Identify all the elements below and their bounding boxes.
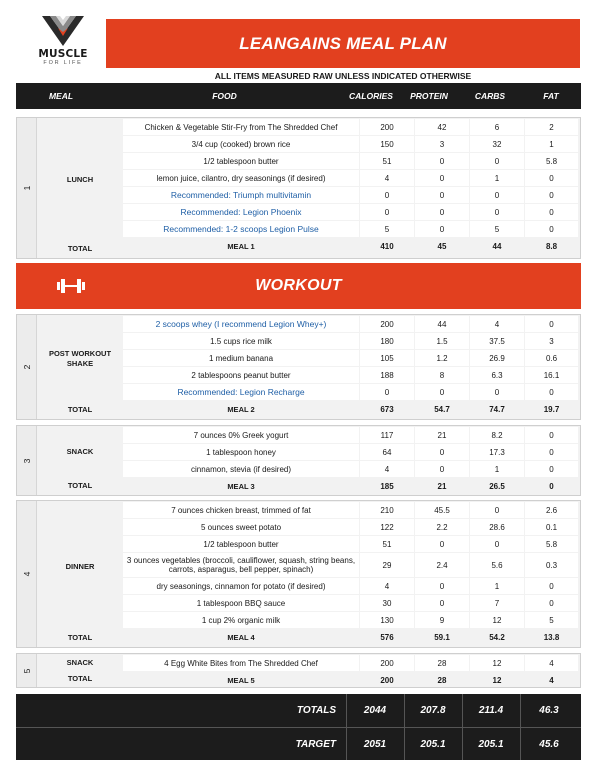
food-name: 2 tablespoons peanut butter [123,367,359,383]
food-calories: 0 [360,384,414,400]
food-carbs: 26.9 [470,350,524,366]
food-row [123,518,580,535]
col-food: FOOD [212,91,237,101]
food-calories: 117 [360,427,414,443]
food-name: dry seasonings, cinnamon for potato (if desired) [123,578,359,594]
food-row [123,594,580,611]
meal-number-text: 5 [21,668,32,673]
food-protein: 42 [415,119,469,135]
meal-block-5 [16,653,581,688]
food-row [123,135,580,152]
food-carbs: 5.6 [470,553,524,577]
food-fat: 0.6 [525,350,578,366]
totals-panel [16,694,581,760]
totals-col-divider [404,694,405,760]
food-row [123,654,580,671]
col-meal: MEAL [48,91,74,101]
food-calories: 30 [360,595,414,611]
food-fat: 0 [525,187,578,203]
food-fat: 2 [525,119,578,135]
food-row [123,169,580,186]
food-carbs: 0 [470,204,524,220]
food-carbs: 5 [470,221,524,237]
food-name: Recommended: 1-2 scoops Legion Pulse [123,221,359,237]
food-calories: 4 [360,578,414,594]
food-protein: 3 [415,136,469,152]
food-calories: 105 [360,350,414,366]
food-calories: 200 [360,316,414,332]
food-protein: 1.5 [415,333,469,349]
food-fat: 4 [525,655,578,671]
food-fat: 0 [525,461,578,477]
food-name: 1.5 cups rice milk [123,333,359,349]
totals-row [16,695,581,725]
title-banner [106,19,580,68]
target-label: TARGET [295,738,336,750]
food-fat: 1 [525,136,578,152]
food-calories: 200 [360,655,414,671]
food-fat: 2.6 [525,502,578,518]
logo-emblem-icon [40,14,86,48]
food-protein: 28 [415,655,469,671]
meal-total-calories: 576 [380,633,394,642]
meal-block-2 [16,314,581,420]
total-row [123,671,580,688]
meal-name: POST WORKOUT SHAKE [48,349,112,368]
food-fat: 0 [525,595,578,611]
food-fat: 16.1 [525,367,578,383]
food-fat: 3 [525,333,578,349]
meal-total-label: MEAL 2 [227,405,255,414]
column-header [16,83,581,109]
food-row [123,315,580,332]
meal-total-calories: 200 [380,675,394,685]
target-row [16,729,581,759]
food-carbs: 4 [470,316,524,332]
food-calories: 51 [360,536,414,552]
food-fat: 0.3 [525,553,578,577]
food-protein: 21 [415,427,469,443]
meal-total-fat: 4 [549,675,554,685]
food-calories: 150 [360,136,414,152]
total-label: TOTAL [67,481,93,490]
col-protein: PROTEIN [410,91,448,101]
totals-calories: 2044 [363,704,387,716]
meal-name: DINNER [65,562,95,571]
totals-fat: 46.3 [539,704,559,716]
total-label: TOTAL [67,244,93,253]
food-carbs: 7 [470,595,524,611]
food-name: Recommended: Legion Phoenix [123,204,359,220]
meal-total-label: MEAL 5 [227,675,255,685]
meal-total-carbs: 54.2 [489,633,505,642]
meal-total-calories: 185 [380,482,394,491]
food-carbs: 8.2 [470,427,524,443]
food-protein: 0 [415,187,469,203]
food-calories: 29 [360,553,414,577]
food-name: 7 ounces chicken breast, trimmed of fat [123,502,359,518]
logo-tagline: FOR LIFE [43,60,83,66]
meal-number [17,315,37,419]
meal-number-text: 1 [21,185,32,191]
food-name: 5 ounces sweet potato [123,519,359,535]
totals-col-divider [520,694,521,760]
target-carbs: 205.1 [478,738,504,750]
food-fat: 0 [525,384,578,400]
meal-total-label: MEAL 3 [227,482,255,491]
target-protein: 205.1 [420,738,446,750]
food-row [123,611,580,628]
meal-block-1 [16,117,581,259]
food-carbs: 1 [470,461,524,477]
food-calories: 188 [360,367,414,383]
meal-name: LUNCH [66,175,94,184]
meal-total-fat: 0 [549,482,554,491]
food-carbs: 17.3 [470,444,524,460]
food-name: lemon juice, cilantro, dry seasonings (if desired) [123,170,359,186]
food-name: 1/2 tablespoon butter [123,153,359,169]
food-fat: 0 [525,204,578,220]
food-protein: 0 [415,444,469,460]
food-carbs: 6 [470,119,524,135]
meal-total-carbs: 12 [492,675,502,685]
food-protein: 0 [415,170,469,186]
target-calories: 2051 [363,738,387,750]
meal-number-text: 2 [21,364,32,370]
food-fat: 0 [525,170,578,186]
food-row [123,366,580,383]
meal-total-protein: 59.1 [434,633,450,642]
meal-total-protein: 45 [437,242,447,251]
meal-total-fat: 13.8 [543,633,560,642]
food-protein: 9 [415,612,469,628]
meal-total-protein: 21 [437,482,447,491]
food-fat: 0 [525,578,578,594]
meal-number [17,118,37,258]
food-calories: 51 [360,153,414,169]
target-fat: 45.6 [539,738,559,750]
food-name: 4 Egg White Bites from The Shredded Chef [123,655,359,671]
col-calories: CALORIES [349,91,393,101]
food-protein: 0 [415,595,469,611]
total-row [123,237,580,255]
food-fat: 0.1 [525,519,578,535]
food-fat: 5.8 [525,153,578,169]
food-calories: 180 [360,333,414,349]
food-protein: 0 [415,204,469,220]
total-label: TOTAL [67,633,93,642]
totals-label: TOTALS [296,704,336,716]
food-protein: 0 [415,384,469,400]
food-row [123,349,580,366]
meal-total-fat: 19.7 [543,405,560,414]
food-carbs: 1 [470,170,524,186]
totals-protein: 207.8 [420,704,446,716]
food-carbs: 32 [470,136,524,152]
food-carbs: 6.3 [470,367,524,383]
page-subtitle: ALL ITEMS MEASURED RAW UNLESS INDICATED OTHERWISE [214,71,472,81]
food-row [123,118,580,135]
food-protein: 2.4 [415,553,469,577]
meal-number-text: 4 [21,571,32,577]
food-calories: 4 [360,170,414,186]
meal-total-carbs: 26.5 [489,482,505,491]
food-protein: 0 [415,153,469,169]
food-name: 7 ounces 0% Greek yogurt [123,427,359,443]
food-name: 1 medium banana [123,350,359,366]
meal-total-label: MEAL 4 [227,633,255,642]
food-fat: 0 [525,316,578,332]
meal-number [17,654,37,687]
meal-name: SNACK [66,447,94,456]
meal-total-fat: 8.8 [545,242,558,251]
meal-total-calories: 410 [380,242,394,251]
food-calories: 130 [360,612,414,628]
workout-label: WORKOUT [255,277,342,294]
food-protein: 0 [415,536,469,552]
food-protein: 45.5 [415,502,469,518]
food-name: 1 cup 2% organic milk [123,612,359,628]
food-row [123,220,580,237]
food-name: 3 ounces vegetables (broccoli, cauliflower, squash, string beans, carrots, asparagus, bell pepper, spinach) [123,553,359,577]
food-name: Chicken & Vegetable Stir-Fry from The Shredded Chef [123,119,359,135]
food-carbs: 0 [470,153,524,169]
food-row [123,203,580,220]
food-carbs: 12 [470,612,524,628]
totals-col-divider [346,694,347,760]
brand-logo [22,14,104,78]
dumbbell-icon [56,277,86,295]
food-carbs: 12 [470,655,524,671]
food-carbs: 1 [470,578,524,594]
food-calories: 0 [360,204,414,220]
food-protein: 0 [415,221,469,237]
food-row [123,426,580,443]
totals-divider [16,727,581,728]
food-row [123,383,580,400]
food-name: Recommended: Legion Recharge [123,384,359,400]
food-carbs: 0 [470,502,524,518]
food-name: 1 tablespoon honey [123,444,359,460]
food-row [123,443,580,460]
food-carbs: 0 [470,187,524,203]
food-calories: 4 [360,461,414,477]
meal-number [17,426,37,495]
food-calories: 122 [360,519,414,535]
meal-total-protein: 54.7 [434,405,450,414]
food-row [123,186,580,203]
food-row [123,152,580,169]
meal-total-calories: 673 [380,405,394,414]
food-protein: 8 [415,367,469,383]
food-fat: 5.8 [525,536,578,552]
food-row [123,577,580,594]
meal-number-text: 3 [21,458,32,463]
col-fat: FAT [543,91,559,101]
food-row [123,535,580,552]
food-calories: 5 [360,221,414,237]
meal-block-4 [16,500,581,648]
total-row [123,628,580,646]
food-row [123,460,580,477]
food-fat: 5 [525,612,578,628]
food-row [123,552,580,577]
food-fat: 0 [525,427,578,443]
food-row [123,332,580,349]
food-carbs: 28.6 [470,519,524,535]
food-protein: 1.2 [415,350,469,366]
food-name: 1/2 tablespoon butter [123,536,359,552]
meal-total-label: MEAL 1 [227,242,255,251]
food-carbs: 0 [470,384,524,400]
col-carbs: CARBS [474,91,506,101]
food-fat: 0 [525,221,578,237]
food-fat: 0 [525,444,578,460]
total-label: TOTAL [67,405,93,414]
food-calories: 210 [360,502,414,518]
food-name: 1 tablespoon BBQ sauce [123,595,359,611]
food-name: 3/4 cup (cooked) brown rice [123,136,359,152]
total-row [123,477,580,495]
food-name: Recommended: Triumph multivitamin [123,187,359,203]
food-carbs: 0 [470,536,524,552]
meal-total-carbs: 44 [492,242,502,251]
total-row [123,400,580,418]
food-row [123,501,580,518]
total-label: TOTAL [67,674,93,683]
food-protein: 0 [415,461,469,477]
page-title: LEANGAINS MEAL PLAN [239,33,447,53]
meal-name: SNACK [66,658,94,667]
meal-number [17,501,37,647]
food-name: cinnamon, stevia (if desired) [123,461,359,477]
meal-block-3 [16,425,581,496]
food-calories: 0 [360,187,414,203]
food-carbs: 37.5 [470,333,524,349]
logo-wordmark: MUSCLE [38,48,88,60]
totals-carbs: 211.4 [478,704,504,716]
totals-col-divider [462,694,463,760]
food-calories: 200 [360,119,414,135]
food-name: 2 scoops whey (I recommend Legion Whey+) [123,316,359,332]
meal-total-carbs: 74.7 [489,405,505,414]
meal-total-protein: 28 [437,675,447,685]
food-protein: 44 [415,316,469,332]
food-calories: 64 [360,444,414,460]
food-protein: 2.2 [415,519,469,535]
food-protein: 0 [415,578,469,594]
workout-banner [16,263,581,309]
